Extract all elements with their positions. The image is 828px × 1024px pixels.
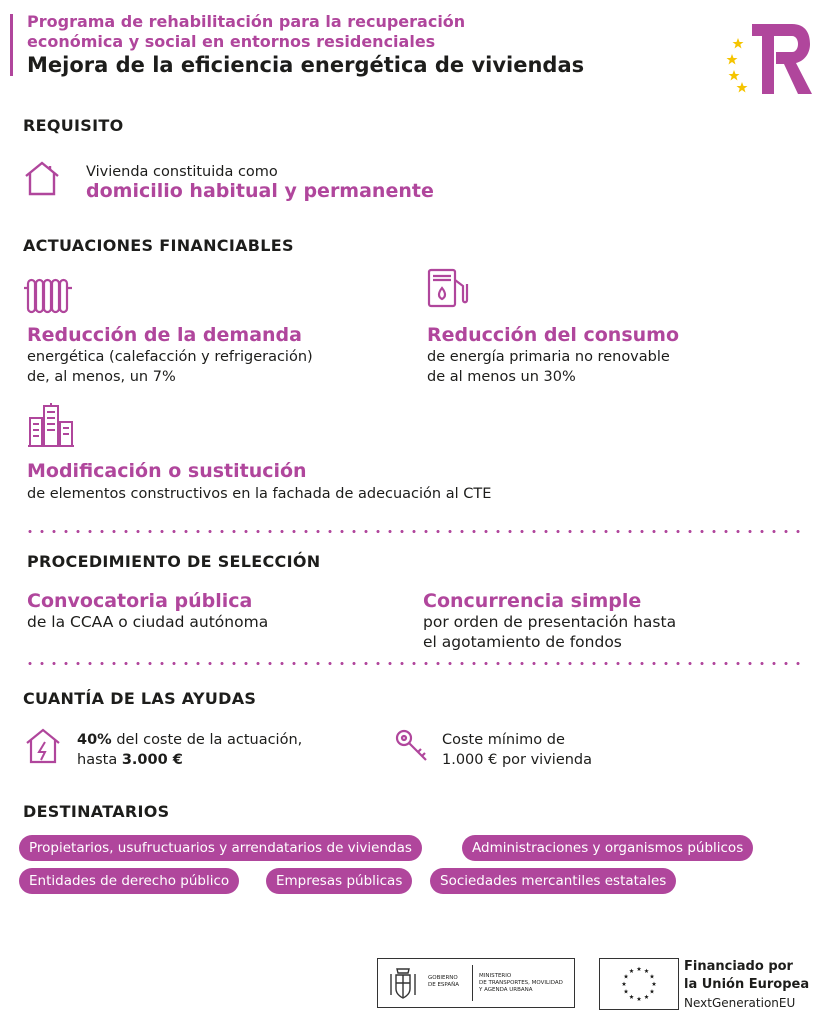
procedimiento-1-title: Convocatoria pública	[27, 590, 253, 612]
subtitle-line-1: Programa de rehabilitación para la recuperación	[27, 12, 466, 31]
destinatario-pill-4: Empresas públicas	[266, 868, 412, 894]
procedimiento-2-line-1: por orden de presentación hasta	[423, 613, 677, 631]
eu-line-1: Financiado por	[684, 959, 793, 974]
logo-divider	[472, 965, 473, 1001]
coat-of-arms-icon	[388, 965, 418, 1005]
actuacion-2-line-1: de energía primaria no renovable	[427, 349, 670, 365]
procedimiento-2-text	[423, 612, 676, 652]
cuantia-heading: CUANTÍA DE LAS AYUDAS	[23, 689, 257, 708]
radiator-icon	[22, 276, 74, 316]
eu-funding-text	[684, 958, 809, 1012]
actuacion-2-text	[427, 347, 670, 387]
eu-star	[650, 974, 655, 978]
destinatario-pill-2: Administraciones y organismos públicos	[462, 835, 753, 861]
header-accent-bar	[10, 14, 13, 76]
cuantia-max-amount: 3.000 €	[121, 752, 183, 768]
fuel-pump-icon	[425, 266, 471, 310]
cuantia-item-1	[77, 730, 302, 770]
eu-flag	[599, 958, 679, 1010]
eu-star	[637, 967, 642, 971]
eu-star	[644, 969, 649, 973]
subtitle-line-2: económica y social en entornos residenciales	[27, 32, 436, 51]
destinatario-pill-5: Sociedades mercantiles estatales	[430, 868, 676, 894]
destinatario-pill-3: Entidades de derecho público	[19, 868, 239, 894]
ministerio-line-1: MINISTERIO	[479, 973, 512, 979]
ministerio-line-3: Y AGENDA URBANA	[479, 987, 533, 993]
house-energy-icon	[24, 726, 62, 766]
cuantia-min-line-2: 1.000 € por vivienda	[442, 752, 593, 768]
cuantia-item-2	[442, 730, 592, 770]
actuacion-2-line-2: de al menos un 30%	[427, 369, 576, 385]
eu-star	[624, 989, 629, 993]
cuantia-percent: 40%	[77, 732, 112, 748]
actuacion-1-line-1: energética (calefacción y refrigeración)	[27, 349, 313, 365]
house-icon	[22, 158, 62, 198]
actuacion-1-title: Reducción de la demanda	[27, 324, 302, 346]
tr-logo	[718, 18, 814, 98]
eu-star	[637, 997, 642, 1001]
eu-star	[650, 989, 655, 993]
actuacion-3-title: Modificación o sustitución	[27, 460, 307, 482]
cuantia-text-2: hasta	[77, 752, 122, 768]
eu-star	[622, 982, 627, 986]
program-subtitle	[27, 12, 465, 52]
eu-line-3: NextGenerationEU	[684, 996, 796, 1010]
procedimiento-2-title: Concurrencia simple	[423, 590, 642, 612]
dotted-divider	[24, 662, 804, 665]
cuantia-min-line-1: Coste mínimo de	[442, 732, 565, 748]
eu-star	[644, 995, 649, 999]
requisito-text: Vivienda constituida como	[86, 164, 278, 180]
gobierno-ministerio-logo	[377, 958, 575, 1008]
eu-stars-icon	[600, 959, 678, 1009]
dotted-divider	[24, 530, 804, 533]
gobierno-line-1: GOBIERNO	[428, 975, 458, 981]
ministerio-text	[479, 973, 563, 994]
procedimiento-heading: PROCEDIMIENTO DE SELECCIÓN	[27, 552, 321, 571]
procedimiento-1-line-1: de la CCAA o ciudad autónoma	[27, 613, 269, 631]
page-title: Mejora de la eficiencia energética de viviendas	[27, 53, 585, 77]
eu-star	[629, 969, 634, 973]
procedimiento-2-line-2: el agotamiento de fondos	[423, 633, 622, 651]
gobierno-text	[428, 975, 459, 989]
key-icon	[394, 728, 430, 764]
eu-star	[652, 982, 657, 986]
actuacion-2-title: Reducción del consumo	[427, 324, 680, 346]
requisito-highlight: domicilio habitual y permanente	[86, 180, 434, 202]
building-icon	[26, 402, 76, 448]
gobierno-line-2: DE ESPAÑA	[428, 982, 460, 988]
destinatarios-heading: DESTINATARIOS	[23, 802, 170, 821]
eu-star	[629, 995, 634, 999]
actuacion-1-line-2: de, al menos, un 7%	[27, 369, 176, 385]
actuacion-1-text	[27, 347, 313, 387]
destinatario-pill-1: Propietarios, usufructuarios y arrendatarios de viviendas	[19, 835, 422, 861]
eu-line-2: la Unión Europea	[684, 977, 810, 992]
eu-star	[624, 974, 629, 978]
logo-stars-icon	[727, 38, 748, 93]
cuantia-text-1: del coste de la actuación,	[111, 732, 303, 748]
requisito-heading: REQUISITO	[23, 116, 124, 135]
actuacion-3-line-1: de elementos constructivos en la fachada de adecuación al CTE	[27, 486, 492, 502]
actuaciones-heading: ACTUACIONES FINANCIABLES	[23, 236, 294, 255]
ministerio-line-2: DE TRANSPORTES, MOVILIDAD	[479, 980, 563, 986]
